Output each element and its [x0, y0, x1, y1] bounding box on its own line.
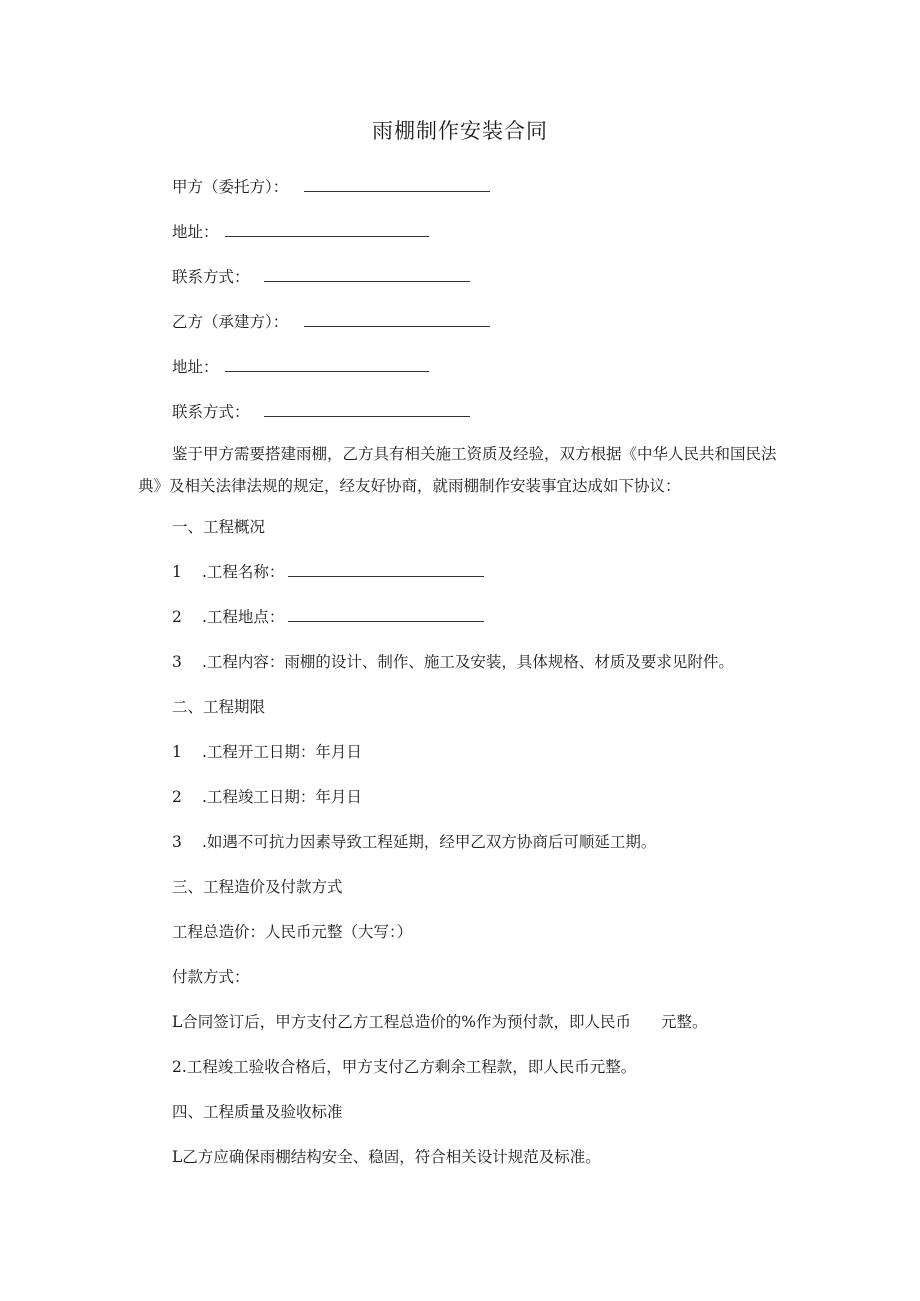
section1-item2-label: .工程地点：	[202, 608, 285, 626]
payment-item1	[172, 1010, 708, 1034]
section4-heading: 四、工程质量及验收标准	[172, 1103, 343, 1121]
party-a-address-label: 地址：	[172, 223, 219, 241]
payment-method-label: 付款方式：	[172, 968, 250, 986]
party-a-blank	[304, 177, 490, 192]
project-location-blank	[288, 607, 484, 622]
party-a-address-line	[172, 220, 429, 244]
party-a-label: 甲方（委托方）：	[172, 178, 289, 196]
party-b-contact-label: 联系方式：	[172, 403, 250, 421]
payment-item2: 2.工程竣工验收合格后，甲方支付乙方剩余工程款，即人民币元整。	[172, 1058, 637, 1076]
section1-item1-label: .工程名称：	[202, 563, 285, 581]
section2-item1	[172, 740, 362, 764]
section2-item1-number: 1	[172, 743, 182, 761]
party-a-contact-blank	[264, 267, 470, 282]
section4-item1: L乙方应确保雨棚结构安全、稳固，符合相关设计规范及标准。	[172, 1148, 601, 1166]
section1-item2-number: 2	[172, 608, 182, 626]
section1-item3-text: .工程内容：雨棚的设计、制作、施工及安装，具体规格、材质及要求见附件。	[202, 653, 734, 671]
section1-item2	[172, 605, 484, 629]
party-a-contact-line	[172, 265, 470, 289]
section2-item1-text: .工程开工日期：年月日	[202, 743, 362, 761]
party-a-address-blank	[225, 222, 429, 237]
party-b-address-blank	[225, 357, 429, 372]
payment-item1-suffix: 元整。	[661, 1013, 708, 1031]
project-name-blank	[288, 562, 484, 577]
party-b-contact-line	[172, 400, 470, 424]
party-b-label: 乙方（承建方）：	[172, 313, 289, 331]
section1-item1	[172, 560, 484, 584]
section1-item1-number: 1	[172, 563, 182, 581]
party-b-line	[172, 310, 490, 334]
section2-item3-text: .如遇不可抗力因素导致工程延期，经甲乙双方协商后可顺延工期。	[202, 833, 657, 851]
section2-item3	[172, 830, 656, 854]
party-b-address-line	[172, 355, 429, 379]
party-a-contact-label: 联系方式：	[172, 268, 250, 286]
section1-item3	[172, 650, 734, 674]
preamble-paragraph: 鉴于甲方需要搭建雨棚，乙方具有相关施工资质及经验，双方根据《中华人民共和国民法典》及相关法律法规的规定，经友好协商，就雨棚制作安装事宜达成如下协议：	[138, 445, 777, 495]
section3-heading: 三、工程造价及付款方式	[172, 878, 343, 896]
section2-heading: 二、工程期限	[172, 698, 266, 716]
section2-item2-number: 2	[172, 788, 182, 806]
party-a-line	[172, 175, 490, 199]
total-price-line: 工程总造价：人民币元整（大写：）	[172, 923, 413, 941]
section1-item3-number: 3	[172, 653, 182, 671]
section2-item2-text: .工程竣工日期：年月日	[202, 788, 362, 806]
party-b-contact-blank	[264, 402, 470, 417]
section1-heading: 一、工程概况	[172, 518, 266, 536]
section2-item3-number: 3	[172, 833, 182, 851]
party-b-blank	[304, 312, 490, 327]
section2-item2	[172, 785, 362, 809]
party-b-address-label: 地址：	[172, 358, 219, 376]
payment-item1-text: L合同签订后，甲方支付乙方工程总造价的%作为预付款，即人民币	[172, 1013, 632, 1031]
page-title: 雨棚制作安装合同	[372, 119, 548, 143]
